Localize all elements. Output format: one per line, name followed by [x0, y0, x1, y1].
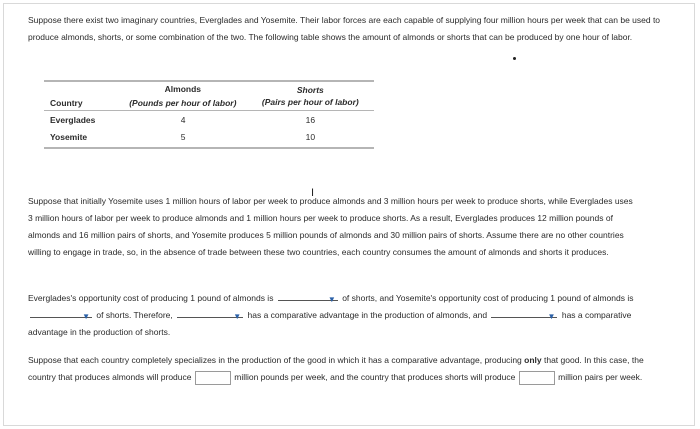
- opp-text-5: has a comparative advantage in the production of shorts.: [28, 310, 632, 337]
- shorts-quantity-input[interactable]: [519, 371, 555, 385]
- specialization-paragraph: [28, 352, 653, 386]
- opp-text-3: of shorts. Therefore,: [96, 310, 173, 320]
- almonds-advantage-dropdown[interactable]: [177, 307, 243, 321]
- spec-text-lead: Suppose that each country completely specializes in the production of the good in which it has a comparative advantage, producing: [28, 355, 525, 365]
- almonds-quantity-input[interactable]: [195, 371, 231, 385]
- row-shorts: 10: [305, 131, 316, 142]
- spec-text-after-box2: million pairs per week.: [558, 372, 643, 382]
- row-country: Yosemite: [50, 131, 88, 142]
- spec-text-mid: that good. In this case, the country that produces almonds will produce: [28, 355, 644, 382]
- chevron-down-icon: ▼: [82, 312, 90, 321]
- opp-text-1: Everglades's opportunity cost of producing 1 pound of almonds is: [28, 293, 274, 303]
- table-bottom-rule: [44, 147, 374, 149]
- almonds-subheader: (Pounds per hour of labor): [129, 98, 237, 108]
- everglades-opportunity-dropdown[interactable]: [278, 290, 338, 304]
- row-almonds: 5: [180, 131, 186, 142]
- row-shorts: 16: [305, 114, 316, 125]
- opportunity-paragraph: [28, 290, 648, 341]
- country-header: Country: [50, 98, 83, 108]
- intro-paragraph: Suppose there exist two imaginary countries, Everglades and Yosemite. Their labor forces are each capable of supplying four million hours per week that can be used to produce almonds, shorts, or some combination of the two. The following table shows the amount of almonds or shorts that can be produced by one hour of labor.: [28, 15, 661, 42]
- chevron-down-icon: ▼: [547, 312, 556, 321]
- table-row: [44, 111, 374, 128]
- row-almonds: 4: [180, 114, 186, 125]
- yosemite-opportunity-dropdown[interactable]: [30, 307, 92, 321]
- spec-text-after-box1: million pounds per week, and the country that produces shorts will produce: [234, 372, 516, 382]
- shorts-subheader-label: (Pairs per hour of labor): [261, 96, 359, 107]
- shorts-advantage-dropdown[interactable]: [491, 307, 557, 321]
- stray-dot: [513, 57, 516, 60]
- row-country: Everglades: [50, 114, 96, 125]
- text-cursor-icon: I: [311, 187, 315, 199]
- opp-text-2: of shorts, and Yosemite's opportunity cost of producing 1 pound of almonds is: [342, 293, 634, 303]
- chevron-down-icon: ▼: [327, 295, 336, 304]
- chevron-down-icon: ▼: [233, 312, 242, 321]
- scenario-paragraph: Suppose that initially Yosemite uses 1 million hours of labor per week to produce almonds and 3 million hours per week to produce shorts, while Everglades uses 3 million hours of labor per week to produce almonds and 1 million hours per week to produce shorts. As a result, Everglades produces 12 million pounds of almonds and 16 million pairs of shorts, and Yosemite produces 5 million pounds of almonds and 30 million pairs of shorts. Assume there are no other countries willing to engage in trade, so, in the absence of trade between these two countries, each country consumes the amount of almonds and shorts it produces.: [28, 196, 633, 257]
- opp-text-4: has a comparative advantage in the production of almonds, and: [247, 310, 488, 320]
- shorts-subheader: [247, 84, 374, 110]
- almonds-header: Almonds: [164, 84, 202, 94]
- shorts-header-label: Shorts: [296, 84, 324, 95]
- spec-text-bold: only: [524, 355, 542, 365]
- table-row: [44, 128, 374, 145]
- productivity-table: [44, 80, 374, 149]
